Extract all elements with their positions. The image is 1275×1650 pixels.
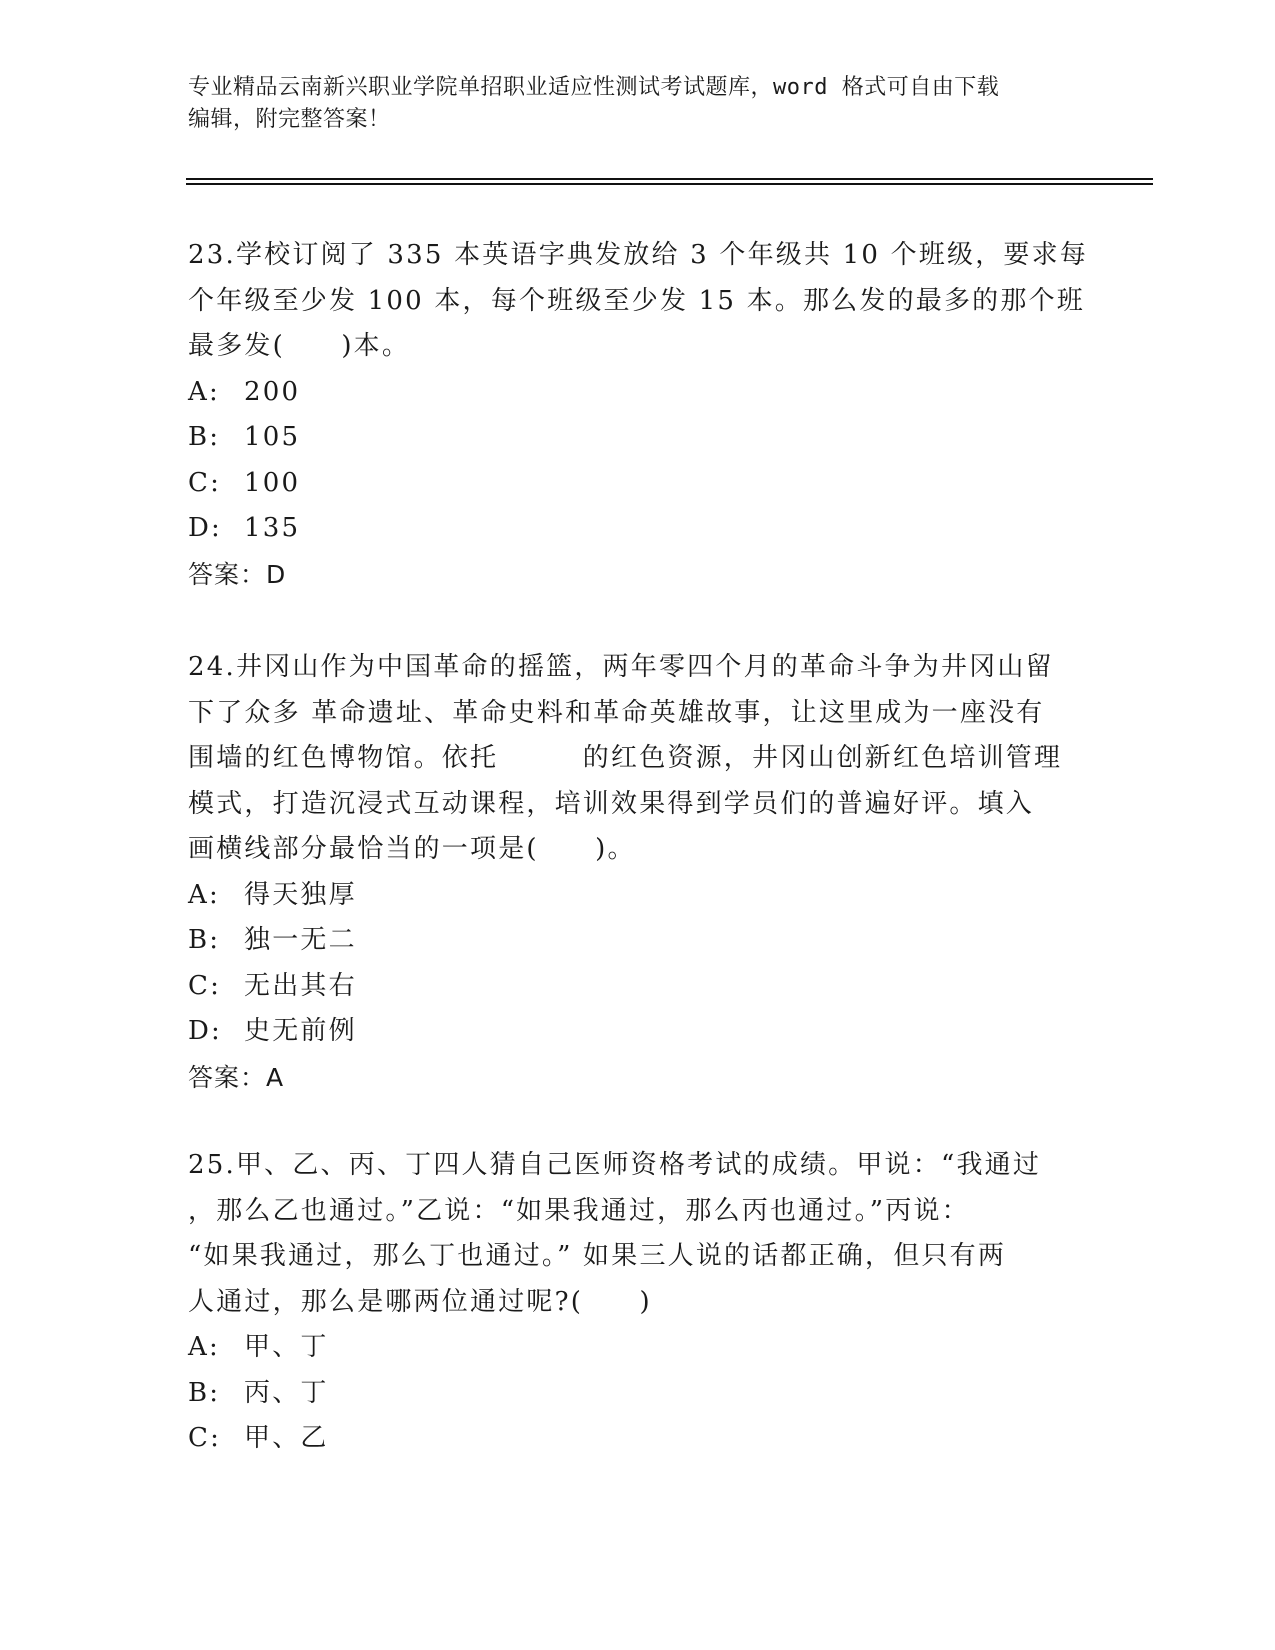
- option-b: [188, 918, 1088, 964]
- option-text: 史无前例: [244, 1016, 357, 1046]
- question-stem-line: ，那么乙也通过。”乙说：“如果我通过，那么丙也通过。”丙说：: [188, 1195, 970, 1226]
- document-header: [188, 72, 1068, 136]
- option-c: [188, 1416, 1088, 1462]
- question-stem-line: 25.甲、乙、丙、丁四人猜自己医师资格考试的成绩。甲说：“我通过: [188, 1150, 1042, 1180]
- header-line-1: 专业精品云南新兴职业学院单招职业适应性测试考试题库，word 格式可自由下载: [188, 75, 1000, 100]
- answer-line: 答案：A: [188, 1062, 285, 1092]
- question-stem-line: 画横线部分最恰当的一项是( )。: [188, 834, 636, 864]
- question-stem-line: 围墙的红色博物馆。依托 的红色资源，井冈山创新红色培训管理: [188, 743, 1063, 773]
- option-text: 105: [244, 422, 301, 452]
- option-a: [188, 873, 1088, 919]
- option-text: 得天独厚: [244, 879, 357, 910]
- option-letter: C:: [188, 467, 222, 498]
- option-letter: B:: [188, 925, 221, 955]
- option-a: [188, 1325, 1088, 1371]
- question-25: [188, 1143, 1088, 1462]
- option-letter: B:: [188, 422, 221, 452]
- header-line-2: 编辑，附完整答案！: [188, 107, 391, 132]
- option-letter: A:: [188, 879, 220, 910]
- option-d: [188, 1009, 1088, 1055]
- header-divider-top: [186, 178, 1153, 180]
- option-text: 甲、乙: [244, 1423, 329, 1453]
- option-letter: A:: [188, 1332, 220, 1362]
- option-c: [188, 964, 1088, 1010]
- option-letter: B:: [188, 1377, 221, 1408]
- header-divider-bottom: [186, 183, 1153, 185]
- option-text: 200: [244, 376, 301, 407]
- option-text: 无出其右: [244, 970, 357, 1001]
- option-b: [188, 415, 1088, 461]
- option-d: [188, 506, 1088, 552]
- question-stem-line: 24.井冈山作为中国革命的摇篮，两年零四个月的革命斗争为井冈山留: [188, 652, 1054, 682]
- option-a: [188, 370, 1088, 416]
- option-letter: A:: [188, 376, 220, 407]
- question-23: [188, 233, 1088, 597]
- option-letter: D:: [188, 513, 223, 543]
- option-text: 甲、丁: [244, 1332, 329, 1362]
- option-letter: C:: [188, 970, 222, 1001]
- option-text: 135: [244, 513, 301, 543]
- answer-line: 答案：D: [188, 559, 287, 589]
- question-stem-line: 23.学校订阅了 335 本英语字典发放给 3 个年级共 10 个班级，要求每: [188, 240, 1088, 270]
- option-letter: D:: [188, 1016, 223, 1046]
- option-text: 丙、丁: [244, 1377, 329, 1408]
- question-stem-line: 模式，打造沉浸式互动课程，培训效果得到学员们的普遍好评。填入: [188, 788, 1035, 819]
- option-letter: C:: [188, 1423, 222, 1453]
- option-c: [188, 461, 1088, 507]
- option-text: 独一无二: [244, 925, 357, 955]
- option-b: [188, 1371, 1088, 1417]
- question-stem-line: “如果我通过，那么丁也通过。” 如果三人说的话都正确，但只有两: [188, 1241, 1007, 1271]
- question-24: [188, 645, 1088, 1100]
- question-stem-line: 个年级至少发 100 本，每个班级至少发 15 本。那么发的最多的那个班: [188, 285, 1085, 316]
- question-stem-line: 最多发( )本。: [188, 331, 411, 361]
- question-stem-line: 下了众多 革命遗址、革命史料和革命英雄故事，让这里成为一座没有: [188, 697, 1045, 728]
- question-stem-line: 人通过，那么是哪两位通过呢?( ): [188, 1286, 652, 1317]
- option-text: 100: [244, 467, 301, 498]
